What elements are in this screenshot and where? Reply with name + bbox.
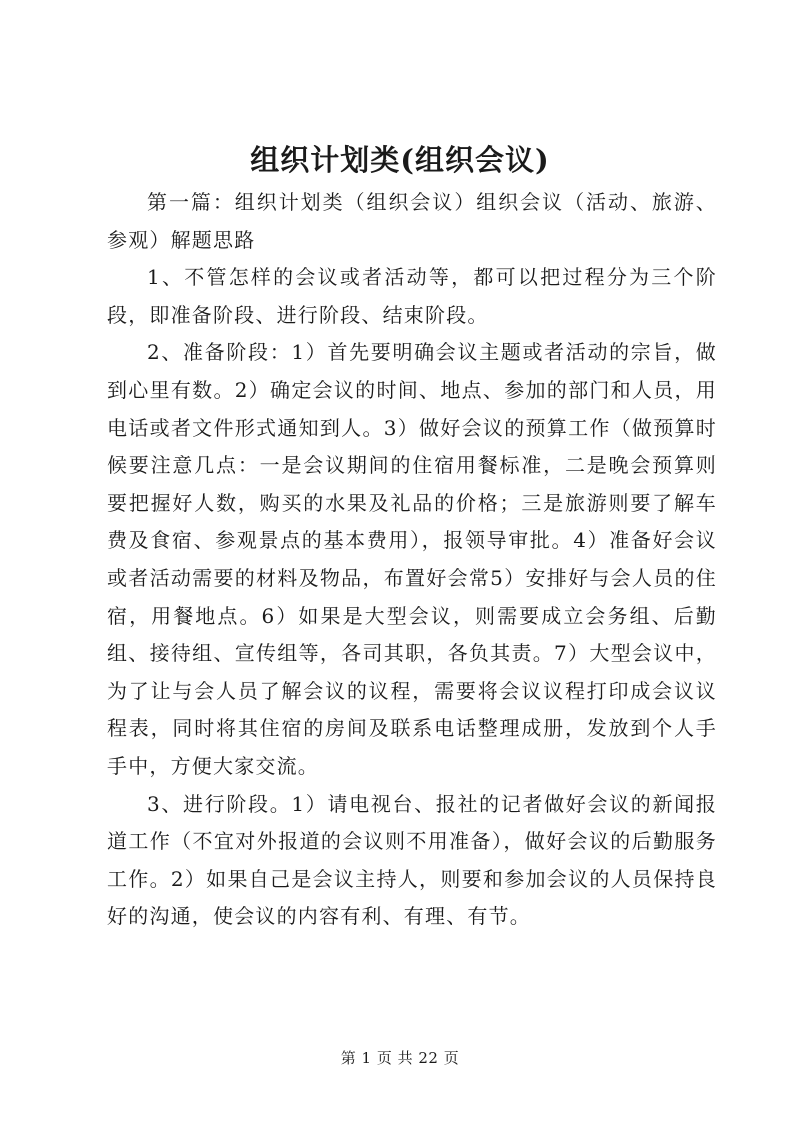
paragraph-item-2: 2、准备阶段：1）首先要明确会议主题或者活动的宗旨，做到心里有数。2）确定会议的时间、地点、参加的部门和人员，用电话或者文件形式通知到人。3）做好会议的预算工作（做预算时候要注意几点：一是会议期间的住宿用餐标准，二是晚会预算则要把握好人数，购买的水果及礼品的价格；三是旅游则要了解车费及食宿、参观景点的基本费用），报领导审批。4）准备好会议或者活动需要的材料及物品，布置好会常5）安排好与会人员的住宿，用餐地点。6）如果是大型会议，则需要成立会务组、后勤组、接待组、宣传组等，各司其职，各负其责。7）大型会议中，为了让与会人员了解会议的议程，需要将会议议程打印成会议议程表，同时将其住宿的房间及联系电话整理成册，发放到个人手手中，方便大家交流。 [107,340,717,778]
document-title: 组织计划类(组织会议) [250,143,550,177]
page-number-footer: 第 1 页 共 22 页 [340,1049,460,1067]
paragraph-item-3: 3、进行阶段。1）请电视台、报社的记者做好会议的新闻报道工作（不宜对外报道的会议则不用准备），做好会议的后勤服务工作。2）如果自己是会议主持人，则要和参加会议的人员保持良好的沟通，使会议的内容有利、有理、有节。 [107,791,717,929]
paragraph-heading: 第一篇：组织计划类（组织会议）组织会议（活动、旅游、参观）解题思路 [107,190,717,252]
paragraph-item-1: 1、不管怎样的会议或者活动等，都可以把过程分为三个阶段，即准备阶段、进行阶段、结束阶段。 [107,265,717,327]
document-body [107,184,717,936]
